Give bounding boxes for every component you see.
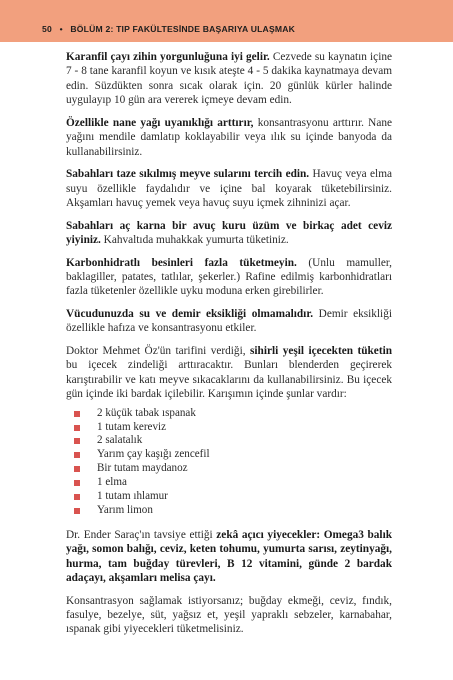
paragraph-meyve-suyu xyxy=(66,167,392,210)
list-item: Yarım çay kaşığı zencefil xyxy=(66,448,392,462)
paragraph-emphasis: sihirli yeşil içecekten tüketin xyxy=(250,345,393,358)
paragraph-lead: Karanfil çayı zihin yorgunluğuna iyi gelir. xyxy=(66,51,270,63)
square-bullet-icon xyxy=(74,425,80,431)
paragraph-lead: Karbonhidratlı besinleri fazla tüketmeyin. xyxy=(66,256,297,269)
paragraph-yesil-icecek xyxy=(66,344,392,402)
list-item: 1 tutam kereviz xyxy=(66,421,392,435)
square-bullet-icon xyxy=(74,452,80,458)
paragraph-text: bu içecek zindeliği arttıracaktır. Bunları blenderden geçirerek karıştırabilir ve katı meyve sıkacaklarını da kullanabilirsiniz. Bu içecek gün içinde iki bardak içilebilir. Karışımın içinde şunlar vardır: xyxy=(66,359,392,401)
paragraph-konsantrasyon xyxy=(66,594,392,637)
header-band xyxy=(0,0,453,42)
ingredient-list xyxy=(66,407,392,518)
list-item: 1 elma xyxy=(66,476,392,490)
paragraph-text: Kahvaltıda muhakkak yumurta tüketiniz. xyxy=(100,234,289,247)
paragraph-uzum-ceviz xyxy=(66,219,392,248)
list-item: 1 tutam ıhlamur xyxy=(66,490,392,504)
paragraph-zeka-yiyecekler xyxy=(66,528,392,586)
square-bullet-icon xyxy=(74,480,80,486)
square-bullet-icon xyxy=(74,508,80,514)
page-body xyxy=(66,50,392,645)
square-bullet-icon xyxy=(74,494,80,500)
paragraph-text: (Unlu mamuller, baklagiller, patates, tatlılar, şekerler.) Rafine edilmiş karbonhidratları fazla tüketenler özellikle uyku moduna erken girebilirler. xyxy=(66,256,392,298)
paragraph-su-demir xyxy=(66,307,392,336)
paragraph-text: Doktor Mehmet Öz'ün tarifini verdiği, xyxy=(66,345,250,358)
paragraph-text: Havuç veya elma suyu özellikle faydalıdır ve içine bal koyarak tüketebilirsiniz. Akşamları havuç yemek veya havuç suyu içmek zihninizi açar. xyxy=(66,168,392,210)
list-item: 2 salatalık xyxy=(66,434,392,448)
running-header xyxy=(42,24,295,34)
paragraph-text: Dr. Ender Saraç'ın tavsiye ettiği xyxy=(66,528,217,541)
square-bullet-icon xyxy=(74,411,80,417)
paragraph-text: Konsantrasyon sağlamak istiyorsanız; buğday ekmeği, ceviz, fındık, fasulye, bezelye, süt, yağsız et, yeşil yapraklı sebzeler, karnabahar, ıspanak gibi yiyecekleri tüketmelisiniz. xyxy=(66,594,392,636)
page-number: 50 xyxy=(42,24,52,34)
list-item: 2 küçük tabak ıspanak xyxy=(66,407,392,421)
paragraph-nane xyxy=(66,116,392,159)
paragraph-emphasis: zekâ açıcı yiyecekler: Omega3 balık yağı, somon balığı, ceviz, keten tohumu, yumurta sarısı, zeytinyağı, hurma, tam buğday türevleri, B 12 vitamini, günde 2 bardak adaçayı, akşamları melisa çayı. xyxy=(66,528,392,584)
paragraph-lead: Sabahları taze sıkılmış meyve sularını tercih edin. xyxy=(66,168,310,181)
square-bullet-icon xyxy=(74,438,80,444)
square-bullet-icon xyxy=(74,466,80,472)
paragraph-lead: Özellikle nane yağı uyanıklığı arttırır, xyxy=(66,116,254,129)
paragraph-lead: Vücudunuzda su ve demir eksikliği olmamalıdır. xyxy=(66,308,314,321)
paragraph-text: Demir eksikliği özellikle hafıza ve konsantrasyonu etkiler. xyxy=(66,308,392,335)
chapter-title: BÖLÜM 2: TIP FAKÜLTESİNDE BAŞARIYA ULAŞMAK xyxy=(70,24,296,34)
paragraph-karbonhidrat xyxy=(66,256,392,299)
paragraph-karanfil xyxy=(66,50,392,108)
paragraph-text: Cezvede su kaynatın içine 7 - 8 tane karanfil koyun ve kısık ateşte 4 - 5 dakika kaynatmaya devam edin. Süzdükten sonra sıcak olarak için. 20 günlük kürler halinde uygulayıp 10 gün ara vererek içmeye devam edin. xyxy=(66,51,392,107)
header-separator: • xyxy=(59,24,63,34)
list-item: Yarım limon xyxy=(66,504,392,518)
paragraph-text: konsantrasyonu arttırır. Nane yağını mendile damlatıp koklayabilir veya ılık su içinde banyoda da kullanabilirsiniz. xyxy=(66,116,392,158)
paragraph-lead: Sabahları aç karna bir avuç kuru üzüm ve birkaç adet ceviz yiyiniz. xyxy=(66,219,392,247)
list-item: Bir tutam maydanoz xyxy=(66,462,392,476)
